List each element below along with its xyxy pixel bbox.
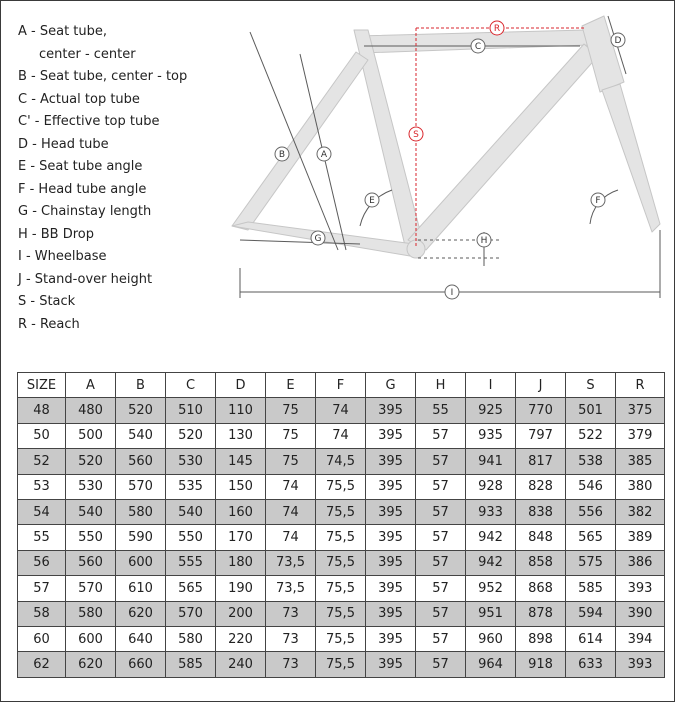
table-cell: 500 bbox=[66, 423, 116, 448]
table-cell: 75,5 bbox=[316, 626, 366, 651]
table-cell: 520 bbox=[166, 423, 216, 448]
table-cell: 390 bbox=[616, 601, 665, 626]
table-cell: 130 bbox=[216, 423, 266, 448]
table-cell: 380 bbox=[616, 474, 665, 499]
marker-b bbox=[275, 147, 289, 161]
legend-item-d: D - Head tube bbox=[18, 136, 109, 152]
legend-item-e: E - Seat tube angle bbox=[18, 159, 143, 174]
table-cell: 878 bbox=[516, 601, 566, 626]
marker-s bbox=[409, 127, 423, 141]
marker-d bbox=[611, 33, 625, 47]
table-cell: 53 bbox=[18, 474, 66, 499]
table-cell: 580 bbox=[166, 626, 216, 651]
marker-c bbox=[471, 39, 485, 53]
header-g: G bbox=[366, 373, 416, 398]
table-cell: 530 bbox=[166, 449, 216, 474]
table-cell: 770 bbox=[516, 398, 566, 423]
legend-item-a: A - Seat tube, bbox=[18, 24, 108, 39]
marker-r-label: R bbox=[493, 24, 501, 34]
table-cell: 395 bbox=[366, 474, 416, 499]
table-cell: 565 bbox=[166, 576, 216, 601]
legend-item-f: F - Head tube angle bbox=[18, 181, 147, 197]
table-cell: 395 bbox=[366, 423, 416, 448]
table-cell: 590 bbox=[116, 525, 166, 550]
table-cell: 575 bbox=[566, 550, 616, 575]
table-cell: 538 bbox=[566, 449, 616, 474]
table-cell: 62 bbox=[18, 652, 66, 677]
table-cell: 933 bbox=[466, 499, 516, 524]
table-cell: 620 bbox=[66, 652, 116, 677]
table-cell: 57 bbox=[416, 525, 466, 550]
table-cell: 74 bbox=[316, 423, 366, 448]
marker-s-label: S bbox=[413, 130, 419, 140]
table-cell: 540 bbox=[166, 499, 216, 524]
header-size: SIZE bbox=[18, 373, 66, 398]
table-cell: 530 bbox=[66, 474, 116, 499]
table-cell: 48 bbox=[18, 398, 66, 423]
table-cell: 817 bbox=[516, 449, 566, 474]
table-cell: 57 bbox=[416, 576, 466, 601]
table-cell: 50 bbox=[18, 423, 66, 448]
table-row bbox=[18, 626, 665, 651]
table-row bbox=[18, 550, 665, 575]
table-cell: 54 bbox=[18, 499, 66, 524]
legend-item-g: G - Chainstay length bbox=[18, 204, 152, 219]
table-cell: 382 bbox=[616, 499, 665, 524]
table-cell: 73 bbox=[266, 601, 316, 626]
table-cell: 75,5 bbox=[316, 652, 366, 677]
table-cell: 375 bbox=[616, 398, 665, 423]
marker-h bbox=[477, 233, 491, 247]
table-cell: 585 bbox=[166, 652, 216, 677]
table-cell: 633 bbox=[566, 652, 616, 677]
bike-frame-illustration bbox=[232, 16, 660, 258]
header-b: B bbox=[116, 373, 166, 398]
table-row bbox=[18, 525, 665, 550]
table-cell: 393 bbox=[616, 576, 665, 601]
table-row bbox=[18, 652, 665, 677]
table-cell: 395 bbox=[366, 576, 416, 601]
table-cell: 928 bbox=[466, 474, 516, 499]
table-cell: 942 bbox=[466, 550, 516, 575]
table-cell: 75,5 bbox=[316, 576, 366, 601]
table-cell: 389 bbox=[616, 525, 665, 550]
table-cell: 75,5 bbox=[316, 601, 366, 626]
table-cell: 520 bbox=[116, 398, 166, 423]
table-cell: 952 bbox=[466, 576, 516, 601]
table-cell: 546 bbox=[566, 474, 616, 499]
table-cell: 395 bbox=[366, 499, 416, 524]
table-cell: 550 bbox=[166, 525, 216, 550]
table-cell: 75,5 bbox=[316, 525, 366, 550]
table-cell: 56 bbox=[18, 550, 66, 575]
table-cell: 480 bbox=[66, 398, 116, 423]
table-cell: 73,5 bbox=[266, 550, 316, 575]
table-cell: 385 bbox=[616, 449, 665, 474]
table-cell: 160 bbox=[216, 499, 266, 524]
legend-item-b: B - Seat tube, center - top bbox=[18, 69, 188, 84]
table-cell: 395 bbox=[366, 550, 416, 575]
table-cell: 393 bbox=[616, 652, 665, 677]
marker-g bbox=[311, 231, 325, 245]
table-row bbox=[18, 398, 665, 423]
table-cell: 57 bbox=[416, 423, 466, 448]
table-cell: 501 bbox=[566, 398, 616, 423]
legend-item-r: R - Reach bbox=[18, 316, 80, 332]
marker-r bbox=[490, 21, 504, 35]
table-cell: 55 bbox=[18, 525, 66, 550]
table-cell: 379 bbox=[616, 423, 665, 448]
table-cell: 898 bbox=[516, 626, 566, 651]
table-row bbox=[18, 423, 665, 448]
table-cell: 510 bbox=[166, 398, 216, 423]
table-cell: 858 bbox=[516, 550, 566, 575]
table-cell: 74 bbox=[266, 474, 316, 499]
header-d: D bbox=[216, 373, 266, 398]
table-cell: 74 bbox=[316, 398, 366, 423]
table-cell: 925 bbox=[466, 398, 516, 423]
table-cell: 585 bbox=[566, 576, 616, 601]
table-cell: 570 bbox=[66, 576, 116, 601]
header-a: A bbox=[66, 373, 116, 398]
header-e: E bbox=[266, 373, 316, 398]
table-cell: 73 bbox=[266, 652, 316, 677]
table-cell: 55 bbox=[416, 398, 466, 423]
table-cell: 560 bbox=[66, 550, 116, 575]
table-row bbox=[18, 601, 665, 626]
table-cell: 57 bbox=[416, 474, 466, 499]
table-cell: 150 bbox=[216, 474, 266, 499]
marker-c-label: C bbox=[474, 42, 482, 52]
table-cell: 240 bbox=[216, 652, 266, 677]
table-cell: 145 bbox=[216, 449, 266, 474]
table-cell: 960 bbox=[466, 626, 516, 651]
table-cell: 556 bbox=[566, 499, 616, 524]
table-cell: 935 bbox=[466, 423, 516, 448]
marker-e bbox=[365, 193, 379, 207]
table-cell: 74,5 bbox=[316, 449, 366, 474]
table-cell: 951 bbox=[466, 601, 516, 626]
legend-item-c-prime: C' - Effective top tube bbox=[18, 114, 160, 129]
table-cell: 75,5 bbox=[316, 499, 366, 524]
table-row bbox=[18, 449, 665, 474]
table-cell: 75 bbox=[266, 398, 316, 423]
table-cell: 395 bbox=[366, 626, 416, 651]
table-cell: 395 bbox=[366, 652, 416, 677]
table-cell: 386 bbox=[616, 550, 665, 575]
table-cell: 395 bbox=[366, 601, 416, 626]
table-cell: 640 bbox=[116, 626, 166, 651]
table-cell: 580 bbox=[66, 601, 116, 626]
table-cell: 600 bbox=[116, 550, 166, 575]
table-cell: 580 bbox=[116, 499, 166, 524]
table-cell: 570 bbox=[166, 601, 216, 626]
table-cell: 75,5 bbox=[316, 474, 366, 499]
table-cell: 614 bbox=[566, 626, 616, 651]
table-cell: 200 bbox=[216, 601, 266, 626]
marker-d-label: D bbox=[614, 36, 622, 46]
table-cell: 57 bbox=[416, 449, 466, 474]
table-cell: 57 bbox=[416, 499, 466, 524]
table-cell: 828 bbox=[516, 474, 566, 499]
table-row bbox=[18, 474, 665, 499]
table-cell: 394 bbox=[616, 626, 665, 651]
table-cell: 74 bbox=[266, 525, 316, 550]
table-cell: 74 bbox=[266, 499, 316, 524]
table-header-row bbox=[18, 373, 665, 398]
table-cell: 73,5 bbox=[266, 576, 316, 601]
marker-i-label: I bbox=[450, 288, 454, 298]
table-cell: 540 bbox=[66, 499, 116, 524]
header-j: J bbox=[516, 373, 566, 398]
table-cell: 57 bbox=[416, 601, 466, 626]
header-h: H bbox=[416, 373, 466, 398]
header-i: I bbox=[466, 373, 516, 398]
table-cell: 395 bbox=[366, 398, 416, 423]
table-cell: 395 bbox=[366, 525, 416, 550]
table-cell: 57 bbox=[416, 626, 466, 651]
marker-h-label: H bbox=[480, 236, 488, 246]
table-row bbox=[18, 576, 665, 601]
table-body bbox=[18, 398, 665, 677]
table-cell: 570 bbox=[116, 474, 166, 499]
legend-item-h: H - BB Drop bbox=[18, 226, 94, 242]
marker-f bbox=[591, 193, 605, 207]
table-cell: 540 bbox=[116, 423, 166, 448]
marker-b-label: B bbox=[278, 150, 286, 160]
header-c: C bbox=[166, 373, 216, 398]
legend-item-a-cont: center - center bbox=[39, 46, 136, 62]
legend-item-s: S - Stack bbox=[18, 294, 76, 309]
table-cell: 610 bbox=[116, 576, 166, 601]
table-cell: 797 bbox=[516, 423, 566, 448]
table-cell: 170 bbox=[216, 525, 266, 550]
table-cell: 75 bbox=[266, 423, 316, 448]
table-cell: 620 bbox=[116, 601, 166, 626]
table-row bbox=[18, 499, 665, 524]
table-cell: 555 bbox=[166, 550, 216, 575]
header-s: S bbox=[566, 373, 616, 398]
table-cell: 57 bbox=[18, 576, 66, 601]
legend-item-j: J - Stand-over height bbox=[18, 271, 153, 287]
marker-f-label: F bbox=[595, 196, 601, 206]
table-cell: 75,5 bbox=[316, 550, 366, 575]
marker-i bbox=[445, 285, 459, 299]
table-cell: 52 bbox=[18, 449, 66, 474]
table-cell: 594 bbox=[566, 601, 616, 626]
table-cell: 75 bbox=[266, 449, 316, 474]
table-cell: 560 bbox=[116, 449, 166, 474]
marker-g-label: G bbox=[314, 234, 322, 244]
table-cell: 600 bbox=[66, 626, 116, 651]
table-cell: 942 bbox=[466, 525, 516, 550]
table-cell: 941 bbox=[466, 449, 516, 474]
table-cell: 58 bbox=[18, 601, 66, 626]
legend-item-c: C - Actual top tube bbox=[18, 91, 140, 107]
marker-e-label: E bbox=[369, 196, 375, 206]
table-cell: 660 bbox=[116, 652, 166, 677]
table-cell: 220 bbox=[216, 626, 266, 651]
geometry-table bbox=[17, 372, 665, 678]
table-cell: 395 bbox=[366, 449, 416, 474]
table-cell: 60 bbox=[18, 626, 66, 651]
marker-a bbox=[317, 147, 331, 161]
table-cell: 190 bbox=[216, 576, 266, 601]
table-cell: 565 bbox=[566, 525, 616, 550]
table-cell: 535 bbox=[166, 474, 216, 499]
header-f: F bbox=[316, 373, 366, 398]
table-cell: 73 bbox=[266, 626, 316, 651]
header-r: R bbox=[616, 373, 665, 398]
table-cell: 522 bbox=[566, 423, 616, 448]
marker-a-label: A bbox=[320, 150, 328, 160]
table-cell: 550 bbox=[66, 525, 116, 550]
table-cell: 868 bbox=[516, 576, 566, 601]
table-cell: 110 bbox=[216, 398, 266, 423]
table-cell: 57 bbox=[416, 652, 466, 677]
table-cell: 964 bbox=[466, 652, 516, 677]
table-cell: 838 bbox=[516, 499, 566, 524]
legend-item-i: I - Wheelbase bbox=[18, 249, 107, 264]
table-cell: 57 bbox=[416, 550, 466, 575]
table-cell: 918 bbox=[516, 652, 566, 677]
table-cell: 520 bbox=[66, 449, 116, 474]
table-cell: 180 bbox=[216, 550, 266, 575]
table-cell: 848 bbox=[516, 525, 566, 550]
